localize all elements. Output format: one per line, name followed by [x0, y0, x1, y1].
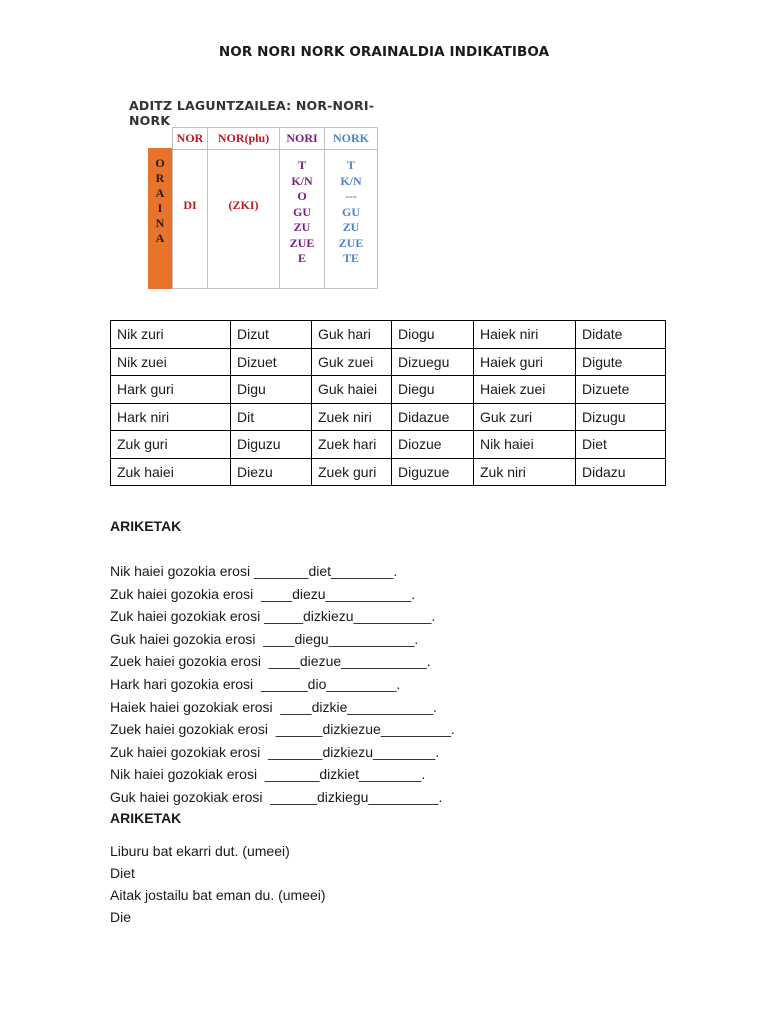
table-cell: Diogu [392, 321, 474, 349]
exercise-line: Nik haiei gozokia erosi _______diet________. [110, 563, 398, 579]
section-heading-ariketak-2: ARIKETAK [110, 810, 182, 826]
nork-value: K/N [340, 173, 362, 188]
section-heading-ariketak-1: ARIKETAK [110, 518, 182, 534]
nori-value: O [297, 189, 307, 203]
exercise-line: Diet [110, 865, 135, 881]
nori-value: ZUE [289, 235, 315, 250]
nork-column [324, 127, 378, 289]
table-cell: Guk zuei [312, 348, 392, 376]
aditz-grid [148, 127, 378, 289]
nor-plu-value: (ZKI) [228, 198, 259, 212]
nork-value: ZUE [338, 235, 364, 250]
nork-value: TE [342, 251, 359, 265]
table-cell: Hark niri [111, 403, 231, 431]
exercise-line: Zuk haiei gozokiak erosi _______dizkiezu________. [110, 743, 440, 760]
page-title: NOR NORI NORK ORAINALDIA INDIKATIBOA [218, 44, 550, 60]
exercise-line: Guk haiei gozokia erosi ____diegu___________. [110, 630, 419, 647]
nork-value: ZU [342, 220, 360, 234]
oraina-letter: A [155, 186, 165, 200]
table-cell: Hark guri [111, 376, 231, 404]
table-cell: Haiek zuei [474, 376, 576, 404]
table-row [111, 458, 666, 486]
nork-value: GU [342, 204, 360, 219]
nor-header: NOR [173, 128, 207, 150]
nori-column [279, 127, 325, 289]
nor-column [172, 127, 208, 289]
nork-values [325, 150, 377, 267]
table-row [111, 321, 666, 349]
nork-value: T [346, 158, 355, 172]
table-cell: Dizugu [576, 403, 666, 431]
nori-header: NORI [280, 128, 324, 150]
nor-plu-column [207, 127, 280, 289]
table-cell: Didazu [576, 458, 666, 486]
exercise-line: Zuk haiei gozokiak erosi _____dizkiezu__________. [110, 608, 436, 625]
table-row [111, 431, 666, 459]
table-cell: Diozue [392, 431, 474, 459]
nori-value: E [297, 251, 306, 265]
table-cell: Diguzu [231, 431, 312, 459]
oraina-letter: O [155, 156, 165, 170]
table-row [111, 348, 666, 376]
nori-value: T [297, 158, 306, 172]
table-cell: Diegu [392, 376, 474, 404]
table-cell: Haiek niri [474, 321, 576, 349]
exercise-list-1 [110, 560, 455, 809]
oraina-letter: I [157, 201, 163, 215]
table-cell: Diguzue [392, 458, 474, 486]
exercise-line: Aitak jostailu bat eman du. (umeei) [110, 887, 326, 903]
nork-header: NORK [325, 128, 377, 150]
table-cell: Haiek guri [474, 348, 576, 376]
table-cell: Zuk niri [474, 458, 576, 486]
aditz-title: ADITZ LAGUNTZAILEA: NOR-NORI-NORK [129, 98, 375, 128]
table-cell: Guk haiei [312, 376, 392, 404]
exercise-list-2 [110, 840, 326, 928]
table-cell: Zuk haiei [111, 458, 231, 486]
oraina-letter: N [155, 216, 165, 230]
conjugation-table [110, 320, 666, 486]
table-cell: Digute [576, 348, 666, 376]
table-cell: Nik zuri [111, 321, 231, 349]
nori-value: K/N [291, 173, 313, 188]
table-cell: Dizuet [231, 348, 312, 376]
table-row [111, 376, 666, 404]
exercise-line: Zuek haiei gozokia erosi ____diezue___________. [110, 653, 431, 670]
nor-plu-header: NOR(plu) [208, 128, 279, 150]
nori-value: GU [293, 204, 311, 219]
oraina-letter: A [155, 231, 165, 245]
table-cell: Digu [231, 376, 312, 404]
table-cell: Nik haiei [474, 431, 576, 459]
table-cell: Nik zuei [111, 348, 231, 376]
nor-value: DI [183, 198, 197, 212]
table-cell: Zuek niri [312, 403, 392, 431]
exercise-line: Hark hari gozokia erosi ______dio_________. [110, 675, 401, 692]
nori-values [280, 150, 324, 267]
table-cell: Zuek guri [312, 458, 392, 486]
table-cell: Diet [576, 431, 666, 459]
exercise-line: Zuek haiei gozokiak erosi ______dizkiezue_________. [110, 721, 455, 738]
exercise-line: Nik haiei gozokiak erosi _______dizkiet________. [110, 766, 426, 783]
table-cell: Zuek hari [312, 431, 392, 459]
exercise-line: Haiek haiei gozokiak erosi ____dizkie___________. [110, 698, 437, 715]
nork-value: --- [345, 189, 357, 203]
table-cell: Guk hari [312, 321, 392, 349]
table-cell: Dit [231, 403, 312, 431]
oraina-column [148, 148, 172, 289]
exercise-line: Guk haiei gozokiak erosi ______dizkiegu_________. [110, 788, 443, 805]
exercise-line: Zuk haiei gozokia erosi ____diezu___________. [110, 585, 416, 602]
oraina-letter: R [155, 171, 165, 185]
table-row [111, 403, 666, 431]
exercise-line: Die [110, 909, 132, 925]
table-cell: Diezu [231, 458, 312, 486]
table-cell: Guk zuri [474, 403, 576, 431]
table-cell: Didate [576, 321, 666, 349]
table-cell: Didazue [392, 403, 474, 431]
table-cell: Zuk guri [111, 431, 231, 459]
nori-value: ZU [293, 220, 311, 234]
aditz-laguntzailea-figure [120, 92, 410, 292]
table-cell: Dizuete [576, 376, 666, 404]
exercise-line: Liburu bat ekarri dut. (umeei) [110, 843, 290, 859]
table-cell: Dizuegu [392, 348, 474, 376]
table-cell: Dizut [231, 321, 312, 349]
